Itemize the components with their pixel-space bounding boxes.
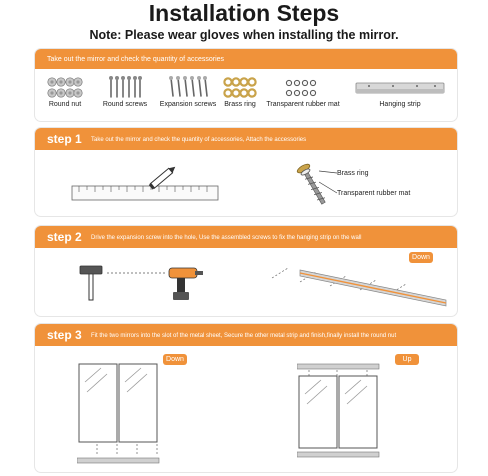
step-2-down-tag: Down bbox=[409, 252, 433, 263]
step-1-card bbox=[34, 127, 458, 217]
accessory-label-rubber-mat: Transparent rubber mat bbox=[266, 101, 340, 108]
step-3-down-tag: Down bbox=[163, 354, 187, 365]
brass-ring-icon bbox=[223, 77, 259, 99]
round-screw-icon bbox=[107, 75, 143, 99]
step-3-header-bar bbox=[35, 324, 457, 346]
step-3-up-tag: Up bbox=[395, 354, 419, 365]
step-1-header-bar bbox=[35, 128, 457, 150]
rubber-mat-icon bbox=[285, 79, 319, 97]
hammer-icon bbox=[77, 262, 107, 302]
hanging-strip-icon bbox=[355, 81, 445, 95]
accessory-label-round-screws: Round screws bbox=[102, 101, 148, 108]
step-3-title: step 3 bbox=[47, 328, 82, 342]
accessory-label-round-nut: Round nut bbox=[48, 101, 82, 108]
step-2-header-bar bbox=[35, 226, 457, 248]
wall-strip-icon bbox=[260, 260, 450, 310]
mirror-panels-down-icon bbox=[77, 362, 197, 467]
step-2-title: step 2 bbox=[47, 230, 82, 244]
accessories-card bbox=[34, 48, 458, 122]
page-title: Installation Steps bbox=[148, 0, 340, 26]
step-2-description: Drive the expansion screw into the hole, Use the assembled screws to fix the hanging strip on the wall bbox=[91, 235, 362, 241]
accessories-header-bar bbox=[35, 49, 457, 69]
accessory-label-brass-ring: Brass ring bbox=[224, 101, 256, 108]
accessories-header: Take out the mirror and check the quantity of accessories bbox=[47, 56, 225, 63]
drill-icon bbox=[165, 262, 205, 304]
accessory-label-expansion-screws: Expansion screws bbox=[159, 101, 217, 108]
step-2-card bbox=[34, 225, 458, 317]
pencil-icon bbox=[145, 162, 181, 192]
round-nut-icon bbox=[47, 77, 83, 99]
step-1-title: step 1 bbox=[47, 132, 82, 146]
cord-line bbox=[107, 268, 167, 278]
expansion-screw-icon bbox=[167, 75, 209, 99]
safety-note: Note: Please wear gloves when installing the mirror. bbox=[89, 28, 399, 42]
step-1-rubber-mat-label: Transparent rubber mat bbox=[337, 190, 411, 197]
label-pointer-lines bbox=[319, 166, 339, 196]
accessory-label-hanging-strip: Hanging strip bbox=[379, 101, 421, 108]
mirror-panels-up-icon bbox=[297, 362, 417, 467]
step-1-brass-ring-label: Brass ring bbox=[337, 170, 369, 177]
step-3-description: Fit the two mirrors into the slot of the metal sheet, Secure the other metal strip and finish,finally install the round nut bbox=[91, 333, 397, 339]
step-3-card bbox=[34, 323, 458, 473]
step-1-description: Take out the mirror and check the quantity of accessories, Attach the accessories bbox=[91, 137, 307, 143]
